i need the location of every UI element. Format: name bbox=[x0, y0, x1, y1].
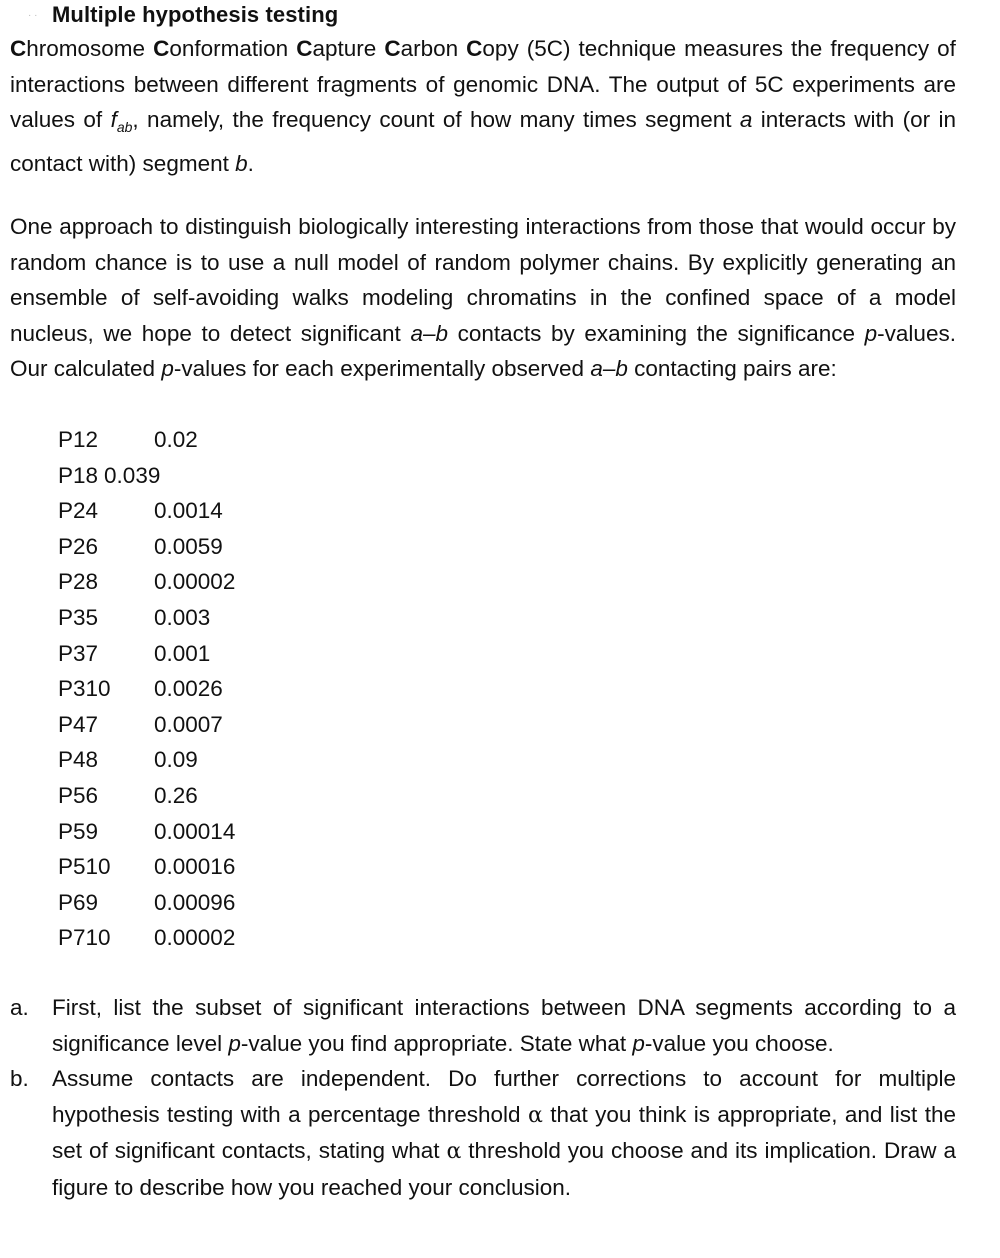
acronym-word: hromosome bbox=[26, 36, 146, 61]
table-row bbox=[58, 458, 160, 494]
table-row bbox=[58, 422, 198, 458]
acronym-word: apture bbox=[312, 36, 377, 61]
approach-paragraph bbox=[10, 209, 956, 387]
table-row bbox=[58, 600, 211, 636]
pair-label: P12 bbox=[58, 427, 99, 452]
p-value: 0.09 bbox=[154, 747, 198, 773]
p-value: 0.26 bbox=[154, 782, 198, 808]
acronym-initial: C bbox=[296, 36, 313, 61]
approach-text: -values. Our calculated bbox=[10, 320, 956, 381]
question-text: Assume contacts are independent. Do further corrections to account for multiple hypothesis testing with a percentage threshold bbox=[52, 1066, 956, 1127]
acronym-word: arbon bbox=[400, 36, 459, 61]
table-row bbox=[58, 849, 236, 885]
p-symbol: p bbox=[228, 1030, 241, 1056]
p-value: 0.0026 bbox=[154, 676, 223, 702]
pair-label: P510 bbox=[58, 854, 111, 880]
pair-label: P26 bbox=[58, 533, 99, 559]
ab-pair: a–b bbox=[410, 320, 448, 346]
acronym-initial: C bbox=[10, 36, 27, 61]
table-row bbox=[58, 814, 236, 850]
intro-text: , namely, the frequency count of how many times segment bbox=[132, 107, 732, 132]
intro-text: . bbox=[247, 150, 254, 176]
p-value: 0.003 bbox=[154, 604, 211, 630]
table-row bbox=[58, 636, 211, 672]
question-body bbox=[52, 1061, 956, 1205]
question-text: -value you choose. bbox=[644, 1030, 834, 1056]
pair-label: P56 bbox=[58, 782, 99, 808]
page-title: Multiple hypothesis testing bbox=[52, 2, 339, 27]
pair-label: P710 bbox=[58, 925, 111, 951]
pair-label: P18 bbox=[58, 462, 99, 488]
approach-text: contacting pairs are: bbox=[634, 356, 837, 381]
acronym-word: onformation bbox=[169, 36, 289, 61]
p-value: 0.001 bbox=[154, 640, 211, 666]
segment-b: b bbox=[235, 150, 248, 176]
pair-label: P310 bbox=[58, 676, 111, 702]
approach-text: -values for each experimentally observed bbox=[173, 356, 585, 381]
f-symbol: f bbox=[110, 107, 117, 132]
bullet-mark-icon: · · bbox=[28, 10, 38, 21]
p-value: 0.0014 bbox=[154, 498, 223, 524]
segment-a: a bbox=[739, 107, 753, 132]
table-row bbox=[58, 885, 236, 921]
p-value: 0.00096 bbox=[154, 889, 236, 915]
table-row bbox=[58, 564, 236, 600]
question-text: that you think is appropriate, and list the set of significant contacts, stating what bbox=[52, 1101, 956, 1163]
table-row bbox=[58, 493, 223, 529]
pair-label: P37 bbox=[58, 640, 99, 666]
p-symbol: p bbox=[864, 320, 878, 346]
p-symbol: p bbox=[632, 1030, 645, 1056]
p-value: 0.0059 bbox=[154, 533, 223, 559]
p-value: 0.00002 bbox=[154, 569, 236, 595]
intro-paragraph bbox=[10, 31, 956, 181]
table-row bbox=[58, 671, 223, 707]
pair-label: P28 bbox=[58, 569, 99, 595]
pvalue-table bbox=[58, 422, 236, 956]
intro-text: (5C) technique measures the frequency of interactions between different fragments of genomic DNA. The output of 5C experiments are values of bbox=[10, 36, 956, 132]
pair-label: P59 bbox=[58, 818, 99, 844]
question-b bbox=[10, 1061, 956, 1205]
question-a bbox=[10, 990, 956, 1061]
pair-label: P24 bbox=[58, 498, 99, 524]
question-text: -value you find appropriate. State what bbox=[240, 1030, 627, 1056]
p-value: 0.039 bbox=[104, 462, 161, 488]
alpha-symbol: α bbox=[446, 1139, 462, 1164]
p-value: 0.0007 bbox=[154, 711, 223, 737]
question-marker: a. bbox=[10, 995, 29, 1020]
acronym-initial: C bbox=[466, 36, 483, 61]
pair-label: P48 bbox=[58, 747, 99, 773]
p-symbol: p bbox=[161, 356, 174, 381]
question-text: threshold you choose and its implication. Draw a figure to describe how you reached your conclusion. bbox=[52, 1138, 956, 1200]
f-subscript: ab bbox=[116, 119, 133, 135]
alpha-symbol: α bbox=[527, 1102, 543, 1128]
question-body bbox=[52, 990, 956, 1061]
intro-text: interacts with (or in contact with) segment bbox=[10, 107, 956, 176]
table-row bbox=[58, 707, 223, 743]
p-value: 0.02 bbox=[154, 427, 198, 452]
pair-label: P47 bbox=[58, 711, 99, 737]
p-value: 0.00014 bbox=[154, 818, 236, 844]
table-row bbox=[58, 778, 198, 814]
pair-label: P69 bbox=[58, 889, 99, 915]
p-value: 0.00016 bbox=[154, 854, 236, 880]
table-row bbox=[58, 742, 198, 778]
ab-pair: a–b bbox=[590, 356, 628, 381]
approach-text: contacts by examining the significance bbox=[457, 320, 856, 346]
question-text: First, list the subset of significant interactions between DNA segments according to a significance level bbox=[52, 995, 956, 1056]
table-row bbox=[58, 529, 223, 565]
acronym-word: opy bbox=[482, 36, 519, 61]
approach-text: One approach to distinguish biologically interesting interactions from those that would occur by random chance is to use a null model of random polymer chains. By explicitly generating an ensemble of self-avoiding walks modeling chromatins in the confined space of a model nucleus, we hope to detect significant bbox=[10, 214, 956, 346]
pair-label: P35 bbox=[58, 604, 99, 630]
question-marker: b. bbox=[10, 1066, 29, 1091]
table-row bbox=[58, 920, 236, 956]
acronym-initial: C bbox=[384, 36, 401, 61]
question-list bbox=[10, 990, 956, 1205]
p-value: 0.00002 bbox=[154, 925, 236, 951]
acronym-initial: C bbox=[153, 36, 170, 61]
